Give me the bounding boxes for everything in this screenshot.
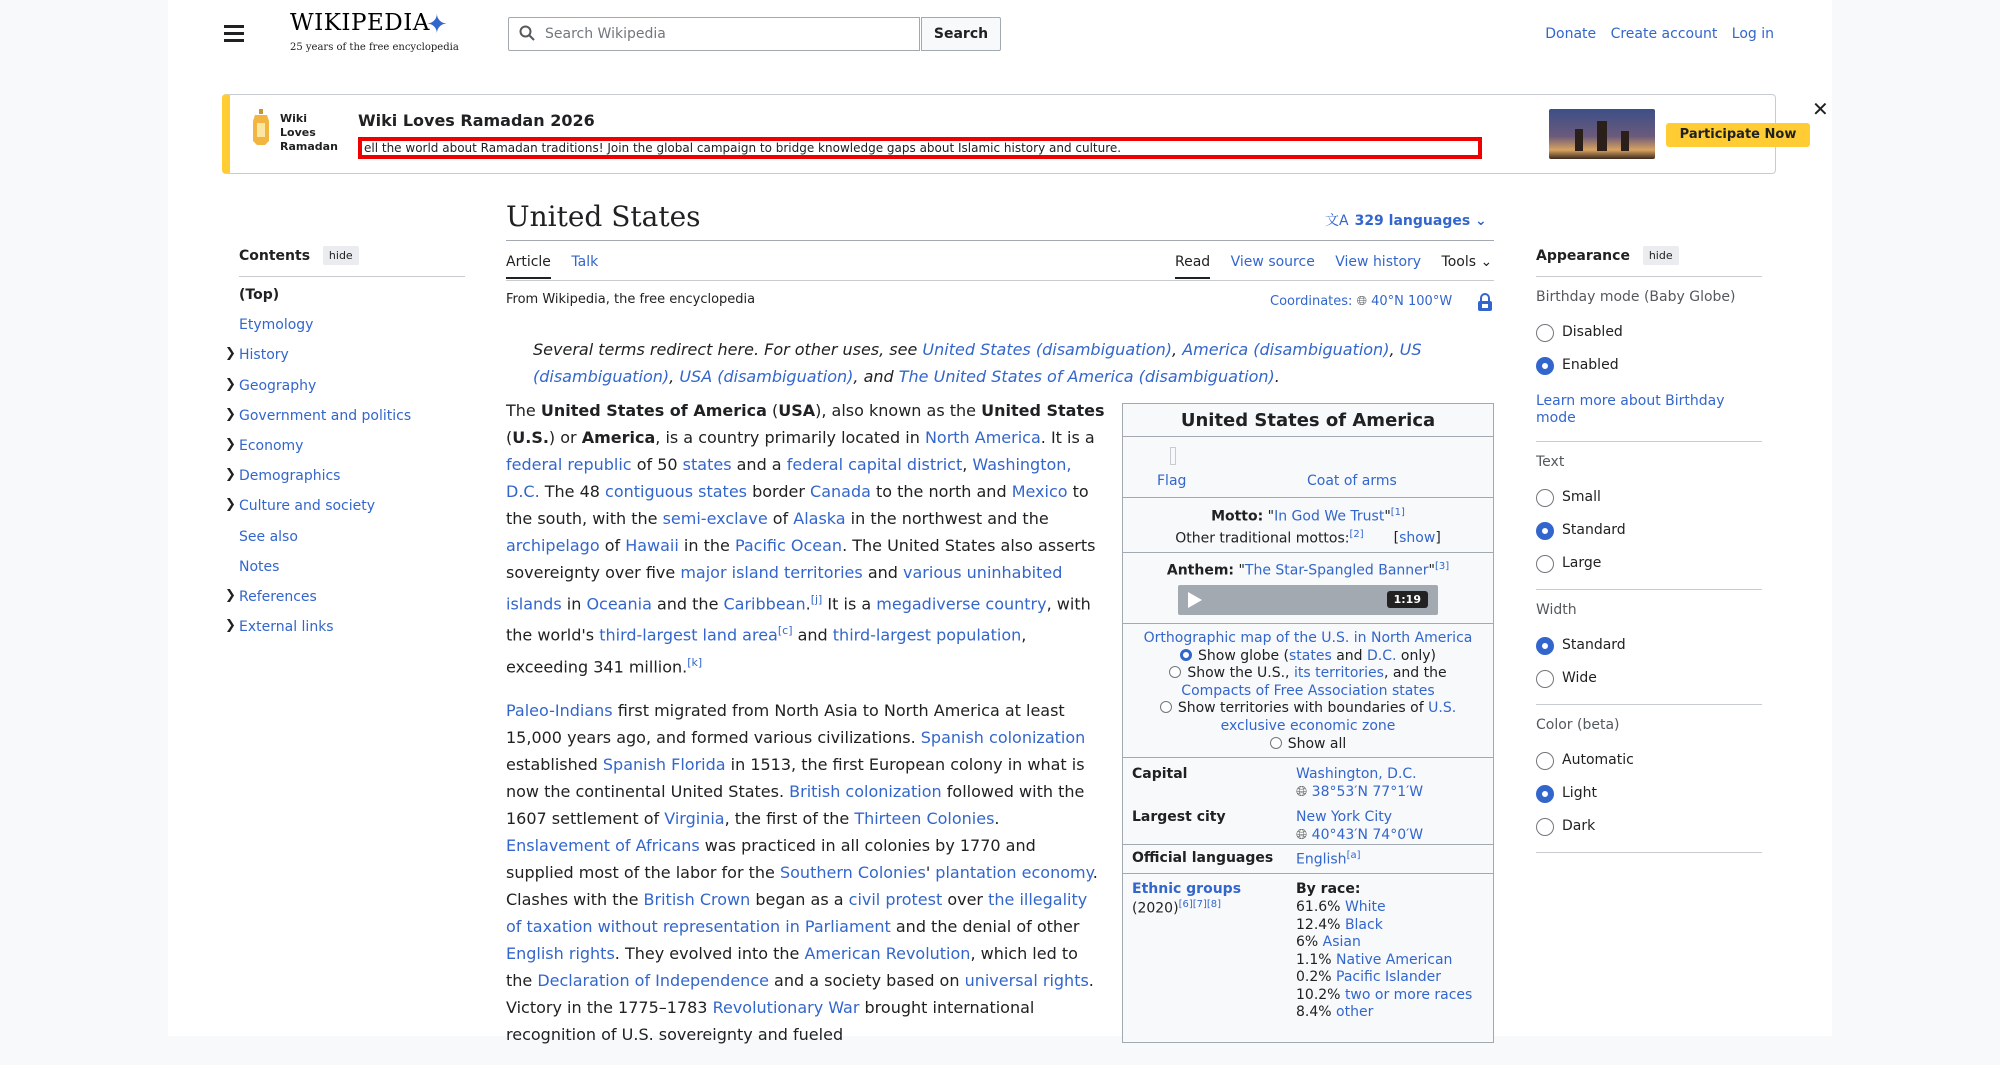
race-row: 8.4% other bbox=[1296, 1004, 1374, 1021]
tab-article[interactable]: Article bbox=[506, 254, 551, 279]
chevron-down-icon: ⌄ bbox=[1476, 254, 1493, 270]
toc-item[interactable] bbox=[225, 406, 465, 438]
tab-talk[interactable]: Talk bbox=[571, 254, 599, 270]
view-tabs bbox=[1175, 254, 1492, 270]
radio-button[interactable] bbox=[1536, 324, 1554, 342]
infobox bbox=[1122, 403, 1494, 1043]
toc-item[interactable] bbox=[239, 559, 465, 589]
wiki-link[interactable]: contiguous states bbox=[605, 482, 748, 501]
appearance-option[interactable]: Enabled bbox=[1536, 354, 1762, 387]
toc-item-label: Geography bbox=[239, 377, 317, 394]
wiki-link[interactable]: Spanish colonization bbox=[920, 727, 1086, 747]
appearance-group-label: Color (beta) bbox=[1536, 717, 1620, 733]
ethnic-groups-link[interactable]: Ethnic groups bbox=[1132, 881, 1242, 898]
race-row: 10.2% two or more races bbox=[1296, 986, 1473, 1003]
wiki-link[interactable]: Hawaii bbox=[625, 536, 679, 555]
wiki-link[interactable]: federal republic bbox=[506, 455, 632, 474]
wiki-link[interactable]: major island territories bbox=[680, 563, 863, 582]
wiki-link[interactable]: British colonization bbox=[789, 781, 942, 801]
race-link[interactable]: White bbox=[1344, 899, 1386, 916]
site-subtitle: From Wikipedia, the free encyclopedia bbox=[506, 292, 756, 307]
wiki-link[interactable]: Oceania bbox=[586, 594, 652, 614]
banner-image bbox=[1549, 109, 1655, 159]
wikipedia-wordmark[interactable]: WIKIPEDIA bbox=[290, 10, 430, 36]
toc-item[interactable] bbox=[225, 587, 465, 619]
banner-brand: Wiki Loves Ramadan bbox=[280, 112, 338, 153]
play-icon[interactable] bbox=[1188, 592, 1202, 608]
toc-item-label: Notes bbox=[239, 558, 280, 575]
largest-city-coordinates[interactable]: 🌐︎ 40°43′N 74°0′W bbox=[1296, 827, 1424, 844]
radio-show-all[interactable] bbox=[1270, 737, 1282, 749]
namespace-tabs bbox=[506, 254, 598, 270]
wiki-link[interactable]: Southern Colonies bbox=[779, 862, 926, 882]
language-button[interactable]: 文A 329 languages ⌄ bbox=[1325, 213, 1487, 229]
toc-item-label: Demographics bbox=[239, 468, 341, 485]
create-account-link[interactable]: Create account bbox=[1610, 26, 1718, 42]
toc-item-label: Economy bbox=[239, 437, 304, 454]
race-row: 61.6% White bbox=[1296, 899, 1386, 916]
wiki-link[interactable]: Pacific Ocean bbox=[734, 536, 843, 555]
largest-city-link[interactable]: New York City bbox=[1296, 809, 1392, 826]
wiki-link[interactable]: Washington, D.C. bbox=[506, 455, 1072, 501]
map-caption-link[interactable]: Orthographic map of the U.S. in North America bbox=[1143, 629, 1473, 646]
radio-button[interactable] bbox=[1536, 357, 1554, 375]
tab-tools[interactable]: Tools ⌄ bbox=[1441, 254, 1493, 270]
toc-header bbox=[239, 246, 465, 274]
toc-item-label: Culture and society bbox=[239, 498, 376, 515]
toc-item-label: References bbox=[239, 588, 317, 605]
chevron-right-icon[interactable]: ❯ bbox=[225, 618, 236, 634]
toc-item[interactable] bbox=[225, 376, 465, 408]
chevron-right-icon[interactable]: ❯ bbox=[225, 376, 236, 392]
appearance-option[interactable]: Light bbox=[1536, 782, 1762, 815]
race-link[interactable]: Native American bbox=[1336, 951, 1453, 968]
appearance-group-label: Width bbox=[1536, 602, 1577, 618]
translate-icon: 文A bbox=[1325, 213, 1349, 229]
appearance-group-label: Birthday mode (Baby Globe) bbox=[1536, 289, 1736, 305]
toc-item-label: Etymology bbox=[239, 317, 314, 334]
radio-button[interactable] bbox=[1536, 637, 1554, 655]
wiki-link[interactable]: various uninhabited islands bbox=[506, 563, 1063, 614]
toc-item-label: History bbox=[239, 347, 289, 364]
wiki-link[interactable]: Mexico bbox=[1011, 482, 1068, 501]
search-button[interactable]: Search bbox=[921, 17, 1001, 51]
appearance-option[interactable]: Standard bbox=[1536, 519, 1762, 552]
wiki-link[interactable]: Spanish Florida bbox=[602, 754, 726, 774]
hatnote-link[interactable]: The United States of America (disambiguation) bbox=[898, 367, 1275, 386]
coat-of-arms-link[interactable]: Coat of arms bbox=[1307, 473, 1397, 489]
race-link[interactable]: Black bbox=[1344, 916, 1383, 933]
hatnote-link[interactable]: USA (disambiguation) bbox=[679, 367, 854, 386]
radio-button[interactable] bbox=[1536, 785, 1554, 803]
radio-button[interactable] bbox=[1536, 489, 1554, 507]
radio-button[interactable] bbox=[1536, 818, 1554, 836]
appearance-panel bbox=[1536, 246, 1762, 853]
anthem-audio-player[interactable] bbox=[1178, 585, 1438, 615]
globe-icon: 🌐︎ bbox=[1356, 294, 1367, 309]
infobox-title: United States of America bbox=[1180, 410, 1436, 431]
page bbox=[168, 0, 1832, 1044]
wiki-link[interactable]: civil protest bbox=[848, 889, 943, 909]
globe-icon: 🌐︎ bbox=[1296, 827, 1312, 844]
footnote-ref[interactable]: [j] bbox=[810, 593, 823, 606]
anthem-link[interactable]: The Star-Spangled Banner bbox=[1244, 562, 1429, 579]
table-of-contents bbox=[225, 246, 465, 649]
race-link[interactable]: Pacific Islander bbox=[1336, 969, 1441, 986]
wiki-link[interactable]: federal capital district bbox=[786, 455, 963, 474]
wiki-link[interactable]: megadiverse country bbox=[876, 594, 1047, 614]
audio-duration: 1:19 bbox=[1387, 591, 1428, 608]
infobox-ethnic-groups: Ethnic groups (2020)[6][7][8] By race: 61.6% White 12.4% Black 6% Asian 1.1% Native American 0.2% Pacific Islander 10.2% two or more races 8.4% other bbox=[1132, 881, 1473, 1021]
chevron-right-icon[interactable]: ❯ bbox=[225, 587, 236, 603]
race-row: 6% Asian bbox=[1296, 934, 1361, 951]
search-icon bbox=[519, 25, 535, 41]
hatnote-link[interactable]: America (disambiguation) bbox=[1182, 340, 1390, 359]
wiki-link[interactable]: Canada bbox=[810, 482, 871, 501]
toc-item[interactable] bbox=[239, 287, 465, 317]
page-title: United States bbox=[506, 200, 701, 233]
race-link[interactable]: Asian bbox=[1322, 934, 1361, 951]
wiki-link[interactable]: semi-exclave bbox=[662, 509, 768, 528]
log-in-link[interactable]: Log in bbox=[1731, 26, 1774, 42]
appearance-header: Appearance hide bbox=[1536, 246, 1762, 274]
wiki-link[interactable]: archipelago bbox=[506, 536, 600, 555]
wiki-link[interactable]: states bbox=[682, 455, 732, 474]
infobox-languages: Official languages English[a] bbox=[1132, 850, 1361, 868]
chevron-right-icon[interactable]: ❯ bbox=[225, 406, 236, 422]
footnote-ref[interactable]: [k] bbox=[687, 655, 703, 669]
wiki-link[interactable]: Virginia bbox=[664, 808, 725, 828]
lantern-icon bbox=[252, 109, 270, 147]
wiki-link[interactable]: English rights bbox=[506, 943, 615, 963]
radio-show-eez[interactable] bbox=[1160, 701, 1172, 713]
appearance-group-label: Text bbox=[1536, 454, 1565, 470]
race-row: 0.2% Pacific Islander bbox=[1296, 969, 1441, 986]
puzzle-globe-icon[interactable]: ✦ bbox=[426, 10, 448, 40]
wiki-link[interactable]: Thirteen Colonies bbox=[854, 808, 995, 828]
toc-item[interactable] bbox=[225, 618, 465, 649]
radio-button[interactable] bbox=[1536, 670, 1554, 688]
radio-button[interactable] bbox=[1536, 522, 1554, 540]
wiki-link[interactable]: American Revolution bbox=[804, 943, 971, 963]
wiki-link[interactable]: British Crown bbox=[643, 889, 751, 909]
search-placeholder: Search Wikipedia bbox=[545, 26, 666, 42]
tab-view-history[interactable]: View history bbox=[1335, 254, 1422, 270]
wiki-link[interactable]: Alaska bbox=[793, 509, 846, 528]
toc-hide-button[interactable]: hide bbox=[323, 246, 359, 265]
race-link[interactable]: other bbox=[1336, 1004, 1374, 1021]
wiki-link[interactable]: Caribbean bbox=[723, 594, 806, 614]
appearance-option[interactable]: Large bbox=[1536, 552, 1762, 585]
main-menu-icon[interactable] bbox=[222, 22, 246, 46]
campaign-banner bbox=[222, 94, 1829, 174]
toc-item[interactable] bbox=[225, 467, 465, 498]
official-language-link[interactable]: English[a] bbox=[1296, 850, 1361, 868]
flag-image[interactable] bbox=[1170, 447, 1176, 465]
chevron-right-icon[interactable]: ❯ bbox=[225, 497, 236, 513]
capital-coordinates[interactable]: 🌐︎ 38°53′N 77°1′W bbox=[1296, 784, 1424, 801]
banner-message: ell the world about Ramadan traditions! Join the global campaign to bridge knowledge gaps about Islamic history and culture. bbox=[358, 137, 1482, 159]
user-links bbox=[1535, 26, 1774, 42]
article-paragraph: Paleo-Indians first migrated from North Asia to North America at least 15,000 years ago, and formed various civilizations. Spanish colonization established Spanish Florida in 1513, the first European colony in what is now the continental United States. British colonization followed with the 1607 settlement of Virginia, the first of the Thirteen Colonies. Enslavement of Africans was practiced in all colonies by 1770 and supplied most of the labor for the Southern Colonies' plantation economy. Clashes with the British Crown began as a civil protest over the illegality of taxation without representation in Parliament and the denial of other English rights. They evolved into the American Revolution, which led to the Declaration of Independence and a society based on universal rights. Victory in the 1775–1783 Revolutionary War brought international recognition of U.S. sovereignty and fueled bbox=[506, 700, 1098, 1044]
wiki-link[interactable]: plantation economy bbox=[935, 862, 1093, 882]
infobox-mottos: Motto: "In God We Trust"[1] Other traditional mottos:[2] [show] bbox=[1175, 507, 1441, 547]
appearance-option[interactable]: Automatic bbox=[1536, 749, 1762, 782]
appearance-option[interactable]: Small bbox=[1536, 486, 1762, 519]
tab-view-source[interactable]: View source bbox=[1230, 254, 1315, 270]
show-mottos-link[interactable]: show bbox=[1399, 530, 1436, 547]
chevron-right-icon[interactable]: ❯ bbox=[225, 436, 236, 452]
appearance-option[interactable]: Standard bbox=[1536, 634, 1762, 667]
wiki-link[interactable]: third-largest land area bbox=[599, 625, 778, 645]
capital-link[interactable]: Washington, D.C. bbox=[1296, 766, 1417, 783]
wiki-link[interactable]: Declaration of Independence bbox=[537, 970, 769, 990]
flag-link[interactable]: Flag bbox=[1157, 473, 1187, 489]
appearance-option[interactable]: Disabled bbox=[1536, 321, 1762, 354]
toc-item-label: External links bbox=[239, 619, 334, 636]
radio-show-globe[interactable] bbox=[1180, 649, 1192, 661]
infobox-images bbox=[1123, 437, 1493, 497]
race-link[interactable]: two or more races bbox=[1344, 986, 1473, 1003]
globe-icon: 🌐︎ bbox=[1296, 784, 1312, 801]
map-switcher: Orthographic map of the U.S. in North America Show globe (states and D.C. only) Show the U.S., its territories, and the Compacts of Free Association states Show territories with boundaries of U.S. exclusive economic zone Show all bbox=[1123, 624, 1493, 757]
tab-read[interactable]: Read bbox=[1175, 254, 1210, 279]
race-row: 12.4% Black bbox=[1296, 916, 1383, 933]
radio-button[interactable] bbox=[1536, 752, 1554, 770]
toc-item[interactable] bbox=[225, 436, 465, 468]
race-row: 1.1% Native American bbox=[1296, 951, 1453, 968]
lock-icon[interactable] bbox=[1476, 292, 1494, 312]
page-coordinates[interactable]: Coordinates: 🌐︎ 40°N 100°W bbox=[1270, 294, 1453, 309]
wiki-link[interactable]: Paleo-Indians bbox=[506, 700, 613, 720]
toc-item[interactable] bbox=[225, 497, 465, 528]
appearance-option[interactable]: Wide bbox=[1536, 667, 1762, 700]
close-icon[interactable]: ✕ bbox=[1812, 97, 1829, 121]
learn-more-birthday-link[interactable]: Learn more about Birthday mode bbox=[1536, 393, 1725, 426]
chevron-right-icon[interactable]: ❯ bbox=[225, 467, 236, 483]
wikipedia-tagline: 25 years of the free encyclopedia bbox=[290, 42, 459, 53]
radio-show-territories[interactable] bbox=[1169, 666, 1181, 678]
infobox-cities: Capital Washington, D.C. 🌐︎ 38°53′N 77°1′W Largest city New York City 🌐︎ 40°43′N 74°0′W bbox=[1132, 766, 1424, 844]
motto-link[interactable]: In God We Trust bbox=[1274, 508, 1385, 525]
wiki-link[interactable]: third-largest population bbox=[832, 625, 1022, 645]
toc-item-label: Government and politics bbox=[239, 407, 412, 424]
wiki-link[interactable]: universal rights bbox=[964, 970, 1089, 990]
hatnote: Several terms redirect here. For other uses, see United States (disambiguation), America (disambiguation), US (disambiguation), USA (disambiguation), and The United States of America (disambiguation). bbox=[533, 340, 1422, 386]
footnote-ref[interactable]: [c] bbox=[777, 624, 793, 638]
toc-item[interactable] bbox=[225, 346, 465, 377]
wiki-link[interactable]: Enslavement of Africans bbox=[506, 835, 700, 855]
toc-item[interactable] bbox=[239, 317, 465, 347]
wiki-link[interactable]: North America bbox=[924, 428, 1041, 447]
toc-title: Contents bbox=[239, 248, 311, 264]
hatnote-link[interactable]: United States (disambiguation) bbox=[922, 340, 1173, 359]
donate-link[interactable]: Donate bbox=[1545, 26, 1597, 42]
hatnote-link[interactable]: US (disambiguation) bbox=[533, 340, 1422, 386]
article-body bbox=[506, 397, 1106, 1065]
chevron-down-icon: ⌄ bbox=[1470, 213, 1487, 229]
chevron-right-icon[interactable]: ❯ bbox=[225, 346, 236, 362]
radio-button[interactable] bbox=[1536, 555, 1554, 573]
toc-item-label: (Top) bbox=[239, 287, 280, 303]
infobox-anthem: Anthem: "The Star-Spangled Banner"[3] 1:19 bbox=[1123, 553, 1493, 623]
wiki-link[interactable]: Revolutionary War bbox=[712, 997, 860, 1017]
toc-item-label: See also bbox=[239, 528, 298, 545]
search-input[interactable] bbox=[508, 17, 920, 51]
appearance-option[interactable]: Dark bbox=[1536, 815, 1762, 848]
appearance-hide-button[interactable]: hide bbox=[1643, 246, 1679, 265]
participate-now-button[interactable]: Participate Now bbox=[1666, 123, 1810, 147]
article-paragraph: The United States of America (USA), also known as the United States (U.S.) or America, is a country primarily located in North America. It is a federal republic of 50 states and a federal capital district, Washington, D.C. The 48 contiguous states border Canada to the north and Mexico to the south, with the semi-exclave of Alaska in the northwest and the archipelago of Hawaii in the Pacific Ocean. The United States also asserts sovereignty over five major island territories and various uninhabited islands in Oceania and the Caribbean.[j] It is a megadiverse country, with the world's third-largest land area[c] and third-largest population, exceeding 341 million.[k] bbox=[506, 401, 1105, 676]
banner-title: Wiki Loves Ramadan 2026 bbox=[358, 111, 595, 130]
toc-item[interactable] bbox=[239, 529, 465, 559]
wiki-link[interactable]: the illegality of taxation without representation in Parliament bbox=[506, 889, 1088, 936]
